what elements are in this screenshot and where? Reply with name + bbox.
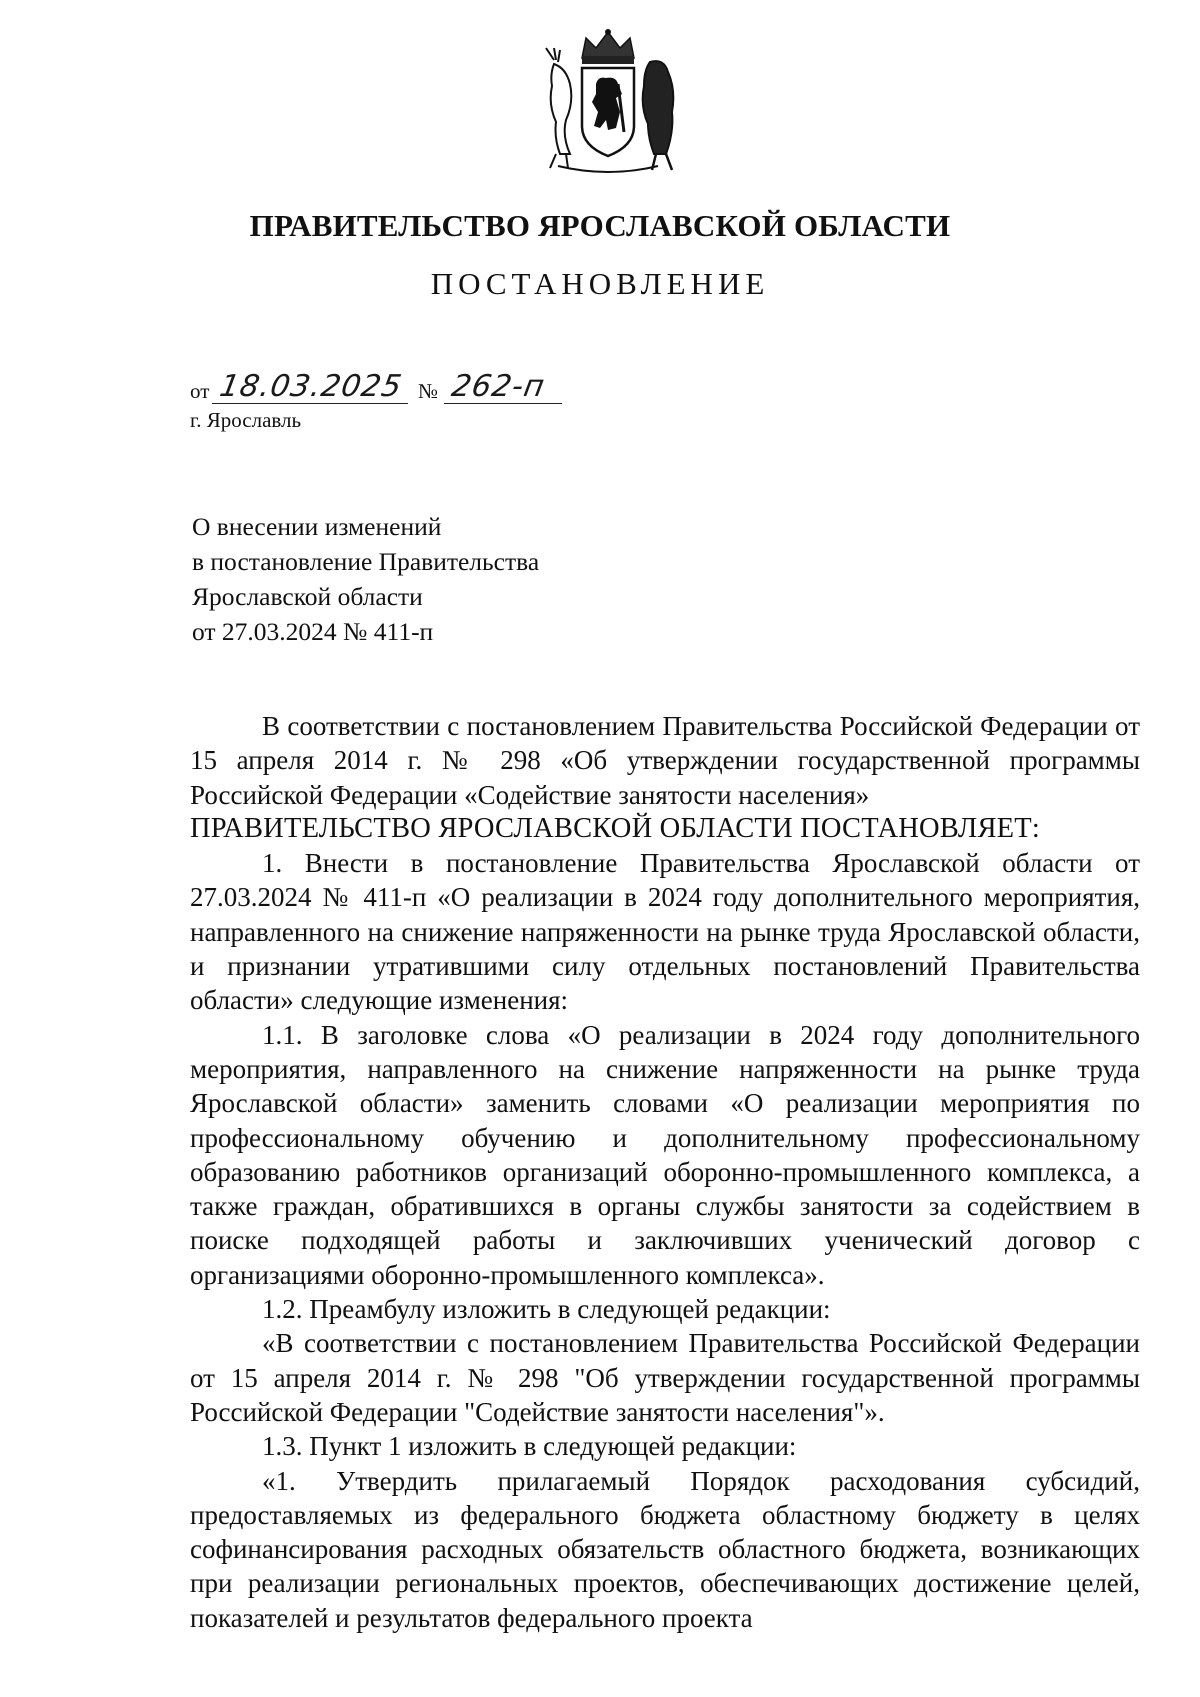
paragraph-1-3-quote: «1. Утвердить прилагаемый Порядок расходования субсидий, предоставляемых из федерального бюджета областному бюджету в целях софинансирования расходных обязательств областного бюджета, возникающих при реализации региональных проектов, обеспечивающих достижение целей, показателей и результатов федерального проекта [190,1465,1140,1633]
subject-line: Ярославской области [192,582,423,611]
document-subject [192,509,539,649]
document-body [190,709,1140,1635]
handwritten-number: 262-п [448,369,548,404]
subject-line: О внесении изменений [192,512,442,541]
subject-line: в постановление Правительства [192,547,540,576]
decree-statement: ПРАВИТЕЛЬСТВО ЯРОСЛАВСКОЙ ОБЛАСТИ ПОСТАНОВЛЯЕТ: [190,812,1040,844]
subject-line: от 27.03.2024 № 411-п [192,617,434,646]
paragraph-1-2: 1.2. Преамбулу изложить в следующей редакции: [262,1294,831,1325]
city-label: г. Ярославль [190,408,302,432]
coat-of-arms-emblem [526,28,690,178]
document-type-title: ПОСТАНОВЛЕНИЕ [430,266,770,301]
registration-line [190,370,610,410]
paragraph-1-2-quote: «В соответствии с постановлением Правительства Российской Федерации от 15 апреля 2014 г. № 298 "Об утверждении государственной программы Российской Федерации "Содействие занятости населения"». [190,1328,1140,1427]
paragraph-1: 1. Внести в постановление Правительства Ярославской области от 27.03.2024 № 411-п «О реализации в 2024 году дополнительного мероприятия, направленного на снижение напряженности на рынке труда Ярославской области, и признании утратившими силу отдельных постановлений Правительства области» следующие изменения: [190,848,1140,1016]
number-prefix: № [418,379,439,403]
paragraph-1-1: 1.1. В заголовке слова «О реализации в 2024 году дополнительного мероприятия, направленного на снижение напряженности на рынке труда Ярославской области» заменить словами «О реализации мероприятия по профессиональному обучению и дополнительному профессиональному образованию работников организаций оборонно-промышленного комплекса, а также граждан, обратившихся в органы службы занятости за содействием в поиске подходящей работы и заключивших ученический договор с организациями оборонно-промышленного комплекса». [190,1019,1140,1290]
preamble-paragraph: В соответствии с постановлением Правительства Российской Федерации от 15 апреля 2014 г. № 298 «Об утверждении государственной программы Российской Федерации «Содействие занятости населения» [190,711,1140,810]
organization-title: ПРАВИТЕЛЬСТВО ЯРОСЛАВСКОЙ ОБЛАСТИ [249,208,951,243]
date-prefix: от [190,379,210,403]
paragraph-1-3: 1.3. Пункт 1 изложить в следующей редакции: [262,1431,797,1462]
handwritten-date: 18.03.2025 [216,369,405,404]
